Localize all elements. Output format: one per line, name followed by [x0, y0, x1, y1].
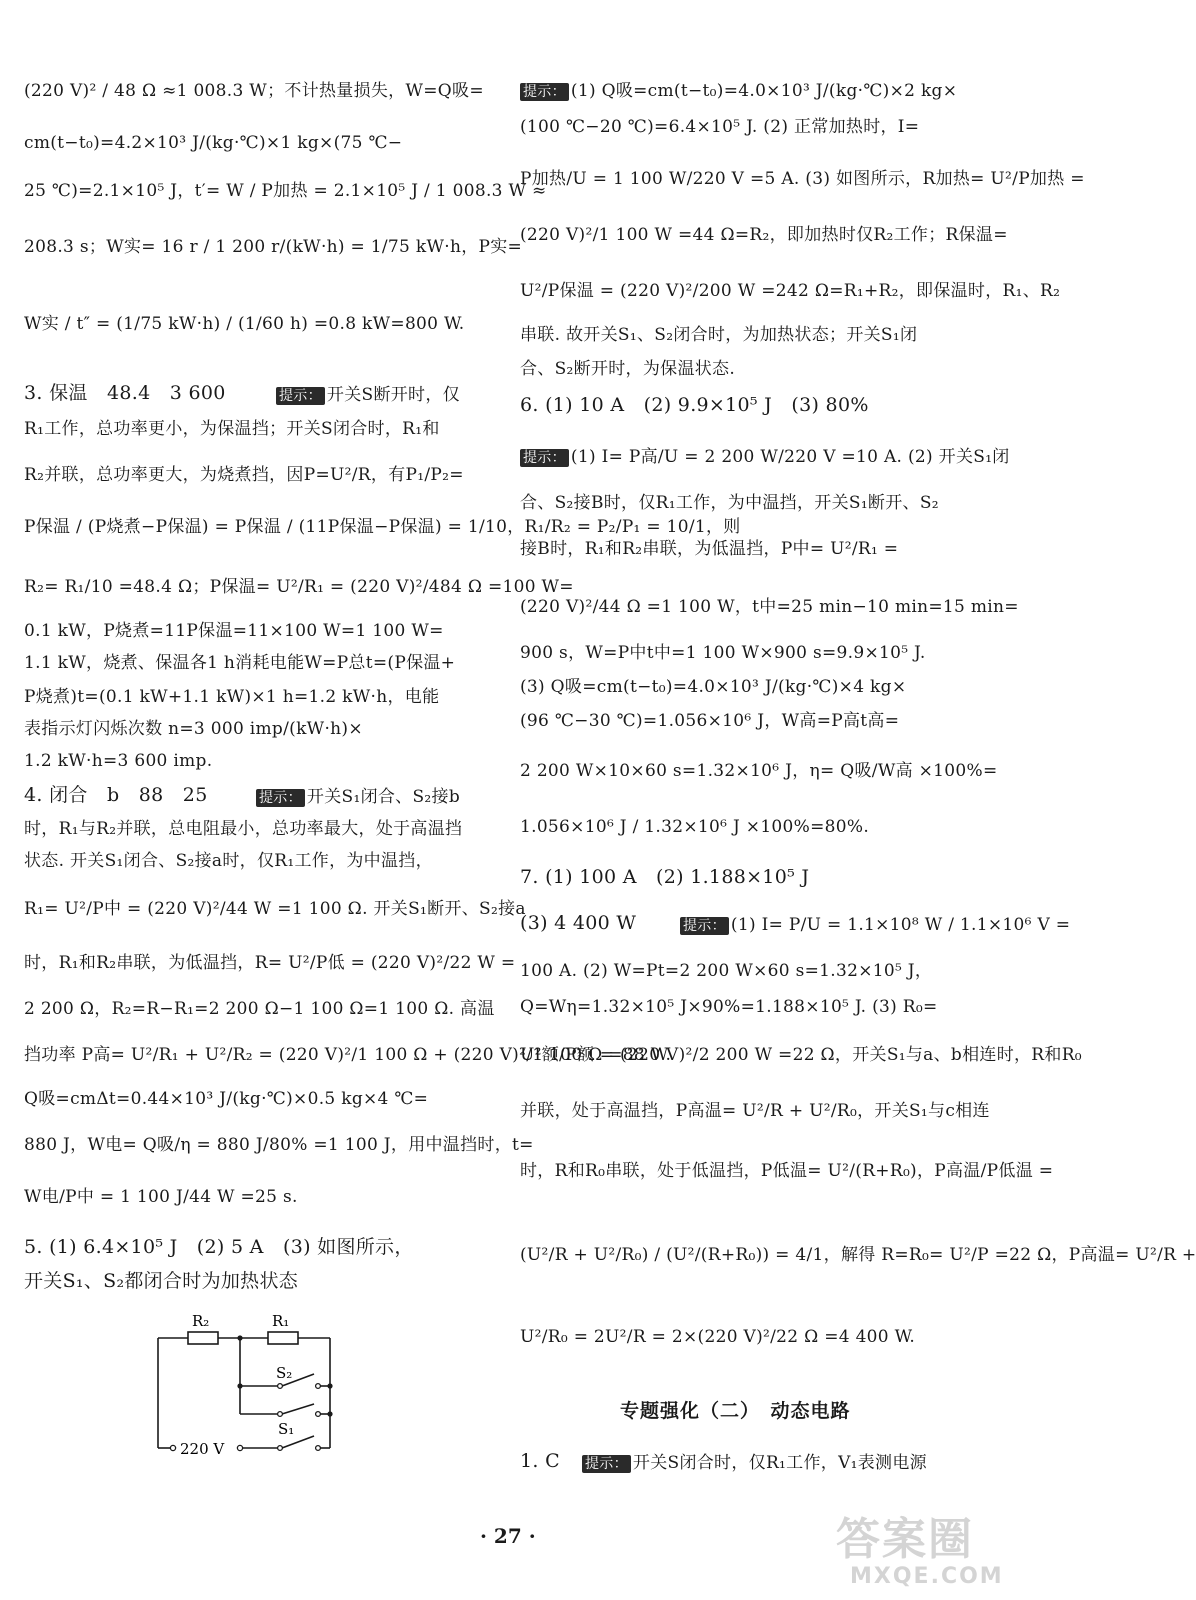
switch-s1-upper — [282, 1404, 314, 1414]
text-line: Q吸=cmΔt=0.44×10³ J/(kg·℃)×0.5 kg×4 ℃= — [24, 1089, 429, 1109]
answer-3: 3. 保温 48.4 3 600 — [24, 382, 226, 404]
text-line: 时，R和R₀串联，处于低温挡，P低温= U²/(R+R₀)，P高温/P低温 = — [520, 1161, 1054, 1181]
text-line: 合、S₂断开时，为保温状态. — [520, 359, 736, 379]
hint-3 — [276, 384, 494, 406]
answer-7-3: (3) 4 400 W — [520, 912, 637, 934]
hint-label: 提示： — [276, 387, 325, 405]
text-line: 状态. 开关S₁闭合、S₂接a时，仅R₁工作，为中温挡， — [24, 851, 433, 871]
hint-text: (1) I= P/U = 1.1×10⁸ W / 1.1×10⁶ V = — [730, 915, 1071, 935]
hint-text: (1) I= P高/U = 2 200 W/220 V =10 A. (2) 开关S₁闭 — [570, 447, 1010, 467]
text-line: R₂并联，总功率更大，为烧煮挡，因P=U²/R，有P₁/P₂= — [24, 465, 464, 485]
text-line: 25 ℃)=2.1×10⁵ J，t′= W / P加热 = 2.1×10⁵ J / 1 008.3 W ≈ — [24, 181, 547, 201]
text-line: 880 J，W电= Q吸/η = 880 J/80% =1 100 J，用中温挡时，t= — [24, 1135, 534, 1155]
text-line: 0.1 kW，P烧煮=11P保温=11×100 W=1 100 W= — [24, 621, 444, 641]
text-line: 1.056×10⁶ J / 1.32×10⁶ J ×100%=80%. — [520, 817, 870, 837]
hint-s2-1 — [582, 1452, 990, 1474]
text-line: (100 ℃−20 ℃)=6.4×10⁵ J. (2) 正常加热时，I= — [520, 117, 920, 137]
text-line: 并联，处于高温挡，P高温= U²/R + U²/R₀，开关S₁与c相连 — [520, 1101, 990, 1121]
answer-7: 7. (1) 100 A (2) 1.188×10⁵ J — [520, 866, 810, 888]
text-line: Q=Wη=1.32×10⁵ J×90%=1.188×10⁵ J. (3) R₀= — [520, 997, 938, 1017]
section-heading: 专题强化（二） 动态电路 — [620, 1400, 851, 1422]
text-line: 时，R₁与R₂并联，总电阻最小，总功率最大，处于高温挡 — [24, 819, 463, 839]
text-line: U²额/P额 = (220 V)²/2 200 W =22 Ω，开关S₁与a、b相连时，R和R₀ — [520, 1045, 1082, 1065]
hint-6 — [520, 446, 1010, 468]
answer-6: 6. (1) 10 A (2) 9.9×10⁵ J (3) 80% — [520, 394, 869, 416]
hint-7 — [680, 914, 1071, 936]
text-line: R₁工作，总功率更小，为保温挡；开关S闭合时，R₁和 — [24, 419, 440, 439]
text-line: 208.3 s；W实= 16 r / 1 200 r/(kW·h) = 1/75 kW·h，P实= — [24, 237, 523, 257]
text-line: U²/P保温 = (220 V)²/200 W =242 Ω=R₁+R₂，即保温时，R₁、R₂ — [520, 281, 1061, 301]
label-r1: R₁ — [272, 1312, 290, 1330]
watermark-url: MXQE.COM — [850, 1564, 1004, 1589]
text-line: 串联. 故开关S₁、S₂闭合时，为加热状态；开关S₁闭 — [520, 325, 918, 345]
resistor-r1 — [268, 1332, 298, 1344]
text-line: (96 ℃−30 ℃)=1.056×10⁶ J，W高=P高t高= — [520, 711, 900, 731]
text-line: (U²/R + U²/R₀) / (U²/(R+R₀)) = 4/1，解得 R=R₀= U²/P =22 Ω，P高温= U²/R + — [520, 1245, 1196, 1265]
text-line: 2 200 W×10×60 s=1.32×10⁶ J，η= Q吸/W高 ×100%= — [520, 761, 998, 781]
label-s1: S₁ — [278, 1420, 295, 1438]
hint-label: 提示： — [582, 1455, 631, 1473]
text-line: (3) Q吸=cm(t−t₀)=4.0×10³ J/(kg·℃)×4 kg× — [520, 677, 907, 697]
hint-4 — [256, 786, 494, 808]
label-s2: S₂ — [276, 1364, 293, 1382]
text-line: P加热/U = 1 100 W/220 V =5 A. (3) 如图所示，R加热= U²/P加热 = — [520, 169, 1085, 189]
hint-label: 提示： — [520, 449, 569, 467]
text-line: (220 V)²/44 Ω =1 100 W，t中=25 min−10 min=15 min= — [520, 597, 1019, 617]
text-line: 开关S₁、S₂都闭合时为加热状态 — [24, 1270, 299, 1292]
hint-label: 提示： — [256, 789, 305, 807]
hint-text: 开关S闭合时，仅R₁工作，V₁表测电源 — [632, 1453, 927, 1473]
text-line: cm(t−t₀)=4.2×10³ J/(kg·℃)×1 kg×(75 ℃− — [24, 133, 403, 153]
hint-label: 提示： — [520, 83, 569, 101]
hint-label: 提示： — [680, 917, 729, 935]
answer-4: 4. 闭合 b 88 25 — [24, 784, 208, 806]
hint-text: 开关S₁闭合、S₂接b — [306, 787, 461, 807]
answer-5: 5. (1) 6.4×10⁵ J (2) 5 A (3) 如图所示， — [24, 1236, 414, 1258]
text-line: (220 V)² / 48 Ω ≈1 008.3 W；不计热量损失，W=Q吸= — [24, 81, 484, 101]
hint-text: 开关S断开时，仅 — [326, 385, 460, 405]
text-line: 2 200 Ω，R₂=R−R₁=2 200 Ω−1 100 Ω=1 100 Ω. 高温 — [24, 999, 495, 1019]
text-line: 100 A. (2) W=Pt=2 200 W×60 s=1.32×10⁵ J， — [520, 961, 933, 981]
text-line: W电/P中 = 1 100 J/44 W =25 s. — [24, 1187, 298, 1207]
hint-5 — [520, 80, 990, 102]
page-number: · 27 · — [480, 1524, 536, 1548]
hint-text: (1) Q吸=cm(t−t₀)=4.0×10³ J/(kg·℃)×2 kg× — [570, 81, 958, 101]
watermark-logo: 答案圈 — [836, 1514, 974, 1565]
label-r2: R₂ — [192, 1312, 210, 1330]
text-line: 接B时，R₁和R₂串联，为低温挡，P中= U²/R₁ = — [520, 539, 899, 559]
answer-s2-1: 1. C — [520, 1450, 560, 1472]
text-line: 1.2 kW·h=3 600 imp. — [24, 751, 213, 771]
text-line: (220 V)²/1 100 W =44 Ω=R₂，即加热时仅R₂工作；R保温= — [520, 225, 1008, 245]
watermark — [836, 1516, 1026, 1592]
resistor-r2 — [188, 1332, 218, 1344]
text-line: R₂= R₁/10 =48.4 Ω；P保温= U²/R₁ = (220 V)²/484 Ω =100 W= — [24, 577, 574, 597]
text-line: 挡功率 P高= U²/R₁ + U²/R₂ = (220 V)²/1 100 Ω + (220 V)²/1 100 Ω =88 W. — [24, 1045, 672, 1065]
text-line: U²/R₀ = 2U²/R = 2×(220 V)²/22 Ω =4 400 W. — [520, 1327, 916, 1347]
label-source: 220 V — [180, 1440, 225, 1458]
text-line: 1.1 kW，烧煮、保温各1 h消耗电能W=P总t=(P保温+ — [24, 653, 456, 673]
text-line: P烧煮)t=(0.1 kW+1.1 kW)×1 h=1.2 kW·h，电能 — [24, 687, 440, 707]
text-line: 合、S₂接B时，仅R₁工作，为中温挡，开关S₁断开、S₂ — [520, 493, 939, 513]
text-line: R₁= U²/P中 = (220 V)²/44 W =1 100 Ω. 开关S₁断开、S₂接a — [24, 899, 526, 919]
text-line: 表指示灯闪烁次数 n=3 000 imp/(kW·h)× — [24, 719, 363, 739]
text-line: W实 / t″ = (1/75 kW·h) / (1/60 h) =0.8 kW=800 W. — [24, 314, 465, 334]
text-line: P保温 / (P烧煮−P保温) = P保温 / (11P保温−P保温) = 1/10，R₁/R₂ = P₂/P₁ = 10/1，则 — [24, 517, 741, 537]
circuit-diagram — [130, 1310, 360, 1490]
text-line: 900 s，W=P中t中=1 100 W×900 s=9.9×10⁵ J. — [520, 643, 926, 663]
text-line: 时，R₁和R₂串联，为低温挡，R= U²/P低 = (220 V)²/22 W = — [24, 953, 516, 973]
